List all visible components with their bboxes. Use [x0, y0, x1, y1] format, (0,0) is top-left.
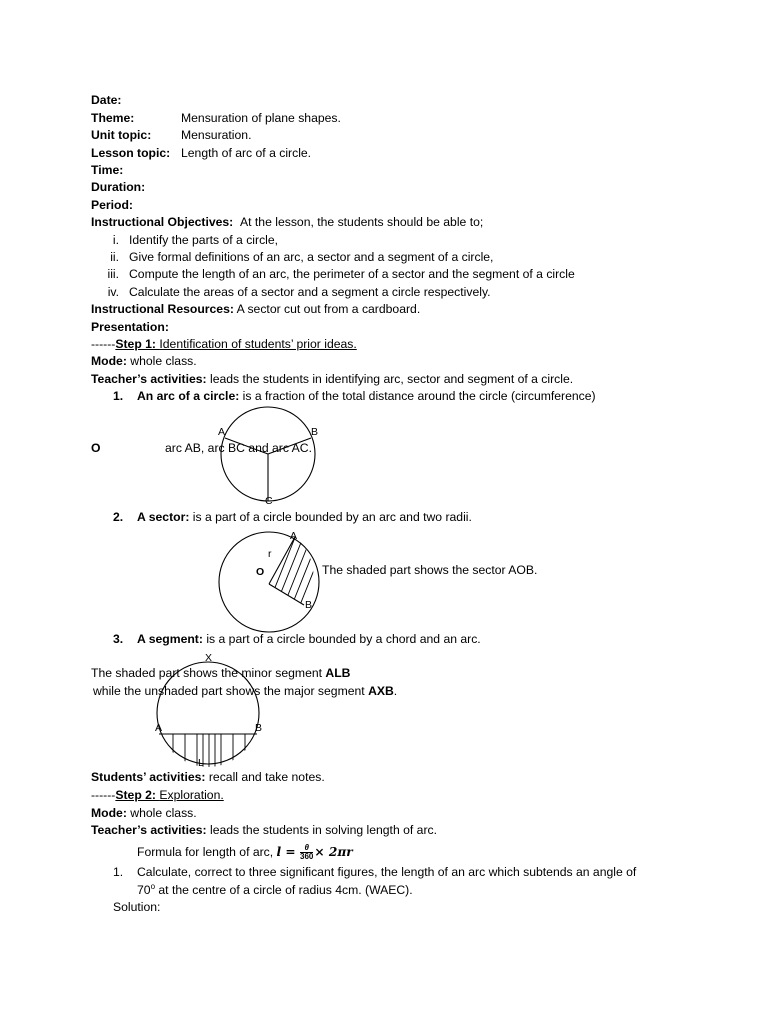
formula-fraction: $\frac{\theta}{360}$ — [300, 843, 314, 862]
solution-label: Solution: — [113, 900, 161, 914]
sector-radius-oa — [269, 537, 295, 584]
segment-point-b: B — [255, 722, 263, 734]
theme-value: Mensuration of plane shapes. — [181, 111, 341, 125]
segment-caption-line2: while the unshaded part shows the major segment AXB. — [93, 684, 398, 698]
sector-circle-figure — [219, 520, 342, 632]
step2-title: Exploration. — [159, 788, 224, 802]
arc-point-a: A — [218, 426, 226, 438]
sector-point-b: B — [305, 599, 313, 611]
segment-circle — [157, 662, 259, 764]
step1-label: Step 1: — [115, 337, 156, 351]
sector-point-a: A — [290, 530, 298, 542]
arc-figure-center-label: O — [91, 441, 101, 455]
sector-center-label: O — [256, 566, 265, 578]
step1-title: Identification of students’ prior ideas. — [159, 337, 357, 351]
time-label: Time: — [91, 163, 124, 177]
duration-label: Duration: — [91, 180, 146, 194]
segment-circle-figure — [155, 652, 262, 770]
presentation-label: Presentation: — [91, 320, 169, 334]
segment-point-x: X — [205, 652, 213, 664]
segment-point-l: L — [198, 757, 204, 769]
sector-figure-caption: The shaded part shows the sector AOB. — [322, 563, 538, 577]
question-line2: 70$^o$ at the centre of a circle of radius 4cm. (WAEC). — [137, 881, 413, 897]
lesson-label: Lesson topic: — [91, 146, 171, 160]
question-line1: 1. Calculate, correct to three significant figures, the length of an arc which subtends an angle of — [113, 865, 637, 879]
arc-circle-figure — [218, 407, 318, 507]
resources-label: Instructional Resources: — [91, 302, 234, 316]
objective-item: i. Identify the parts of a circle, — [112, 233, 279, 247]
definition-arc: 1. An arc of a circle: is a fraction of the total distance around the circle (circumference) — [113, 389, 596, 403]
step1-mode-row: Mode: whole class. — [91, 354, 197, 368]
sector-radius-label: r — [268, 548, 272, 560]
students-activities-row: Students’ activities: recall and take notes. — [91, 770, 325, 784]
arc-point-c: C — [265, 495, 273, 507]
segment-caption-line1: The shaded part shows the minor segment ALB — [91, 666, 351, 680]
arc-point-b: B — [311, 426, 319, 438]
objectives-intro: At the lesson, the students should be able to; — [240, 215, 484, 229]
radius-oa — [225, 438, 268, 454]
arc-length-formula: Formula for length of arc, l = $\frac{\theta}{360}$ × 2πr — [137, 843, 353, 862]
step2-label: Step 2: — [115, 788, 156, 802]
segment-point-a: A — [155, 722, 163, 734]
definition-segment: 3. A segment: is a part of a circle bounded by a chord and an arc. — [113, 632, 481, 646]
step1-teacher-row: Teacher’s activities: leads the students in identifying arc, sector and segment of a circle. — [91, 372, 574, 386]
date-label: Date: — [91, 93, 122, 107]
step2-teacher-row: Teacher’s activities: leads the students in solving length of arc. — [91, 823, 437, 837]
unit-label: Unit topic: — [91, 128, 152, 142]
sector-circle — [219, 532, 319, 632]
radius-ob — [268, 438, 311, 454]
step1-heading: ------Step 1: Identification of students’ prior ideas. — [91, 337, 357, 351]
arc-figure-caption: arc AB, arc BC and arc AC. — [165, 441, 312, 455]
objective-item: iii. Compute the length of an arc, the perimeter of a sector and the segment of a circle — [107, 267, 575, 281]
step2-mode-row: Mode: whole class. — [91, 806, 197, 820]
theme-label: Theme: — [91, 111, 135, 125]
sector-hatch — [254, 520, 342, 620]
objectives-label: Instructional Objectives: — [91, 215, 234, 229]
objective-item: iv. Calculate the areas of a sector and a segment a circle respectively. — [107, 285, 491, 299]
definition-sector: 2. A sector: is a part of a circle bounded by an arc and two radii. — [113, 510, 472, 524]
segment-hatch — [173, 734, 245, 770]
resources-text: A sector cut out from a cardboard. — [236, 302, 421, 316]
unit-value: Mensuration. — [181, 128, 252, 142]
objective-item: ii. Give formal definitions of an arc, a sector and a segment of a circle, — [110, 250, 494, 264]
period-label: Period: — [91, 198, 133, 212]
lesson-value: Length of arc of a circle. — [181, 146, 312, 160]
step2-heading: ------Step 2: Exploration. — [91, 788, 224, 802]
